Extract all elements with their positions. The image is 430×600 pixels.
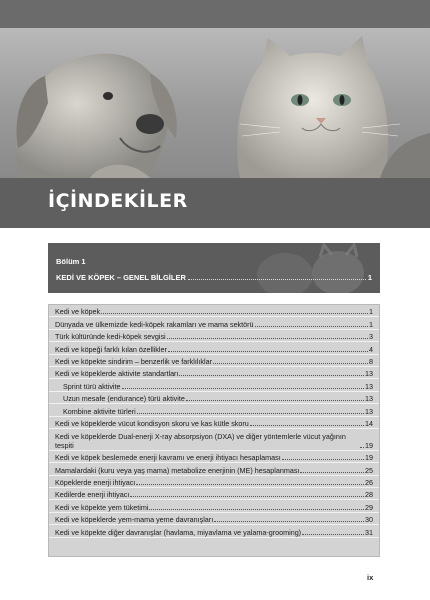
toc-entry-text: Kedi ve köpeklerde aktivite standartları (55, 369, 179, 379)
toc-entry[interactable] (49, 367, 379, 379)
dot-leader (136, 481, 364, 485)
toc-entry-page: 19 (365, 440, 373, 450)
toc-entry[interactable] (49, 355, 379, 367)
dot-leader (122, 385, 364, 389)
toc-entry-page: 8 (369, 356, 373, 366)
toc-entry-text: Köpeklerde enerji ihtiyacı (55, 478, 136, 488)
toc-entry[interactable] (49, 513, 379, 525)
toc-entry-text: Kedi ve köpeklerde vücut kondisyon skoru ve kas kütle skoru (55, 418, 249, 428)
dot-leader (282, 456, 364, 460)
dog-figure (16, 54, 177, 178)
toc-entry-page: 28 (365, 490, 373, 500)
toc-entry-page: 25 (365, 465, 373, 475)
toc-entry-text: Kedi ve köpekte sindirim – benzerlik ve farklılıklar (55, 356, 212, 366)
dot-leader (168, 348, 368, 352)
chapter-entry[interactable] (56, 273, 372, 282)
toc-entry-page: 13 (365, 394, 373, 404)
toc-entry-page: 13 (365, 406, 373, 416)
toc-entry-page: 4 (369, 344, 373, 354)
toc-subentry[interactable] (49, 392, 379, 404)
toc-entry-text: Dünyada ve ülkemizde kedi-köpek rakamları ve mama sektörü (55, 319, 254, 329)
toc-entry-page: 1 (369, 319, 373, 329)
dot-leader (302, 531, 364, 535)
toc-entry-text: Sprint türü aktivite (63, 381, 121, 391)
toc-entry-page: 3 (369, 332, 373, 342)
toc-entry-text: Kedi ve köpekte diğer davranışlar (havlama, miyavlama ve yalama-grooming) (55, 527, 302, 537)
toc-entry[interactable] (49, 463, 379, 475)
toc-subentry[interactable] (49, 379, 379, 391)
dot-leader (130, 493, 364, 497)
dot-leader (186, 397, 364, 401)
dot-leader (255, 323, 368, 327)
toc-entry-page: 13 (365, 369, 373, 379)
page-title: İÇİNDEKİLER (48, 190, 188, 212)
dot-leader (188, 273, 366, 280)
toc-entry-text: Kedilerde enerji ihtiyacı (55, 490, 130, 500)
top-strip (0, 0, 430, 28)
toc-entry-page: 1 (369, 307, 373, 317)
dot-leader (250, 422, 364, 426)
toc-entry-page: 19 (365, 453, 373, 463)
toc-entry[interactable] (49, 429, 379, 451)
toc-entry[interactable] (49, 330, 379, 342)
cat-figure (237, 36, 400, 178)
title-band (0, 178, 430, 228)
toc-entry-text: Kedi ve köpeği farklı kılan özellikler (55, 344, 167, 354)
hero-illustration-dog-and-cat (0, 28, 430, 178)
toc-entry[interactable] (49, 476, 379, 488)
toc-entry-text: Kedi ve köpekte yem tüketimi (55, 502, 149, 512)
toc-entry[interactable] (49, 317, 379, 329)
dot-leader (300, 469, 364, 473)
toc-entry[interactable] (49, 500, 379, 512)
toc-entry-page: 29 (365, 502, 373, 512)
toc-entry-text: Kombine aktivite türleri (63, 406, 136, 416)
chapter-header (48, 243, 380, 293)
toc-list (48, 304, 380, 557)
dot-leader (167, 335, 368, 339)
dot-leader (101, 310, 368, 314)
toc-entry-text: Mamalardaki (kuru veya yaş mama) metabolize enerjinin (ME) hesaplanması (55, 465, 300, 475)
toc-entry-text: Kedi ve köpeklerde Dual-enerji X-ray absorpsiyon (DXA) ve diğer yöntemlerle vücut yağının tespiti (55, 431, 346, 450)
dot-leader (179, 372, 364, 376)
toc-subentry[interactable] (49, 404, 379, 416)
toc-entry-text: Kedi ve köpek (55, 307, 101, 317)
chapter-header-illustration (230, 243, 380, 293)
chapter-page: 1 (367, 273, 372, 282)
toc-entry[interactable] (49, 525, 379, 537)
toc-entry-page: 26 (365, 478, 373, 488)
dot-leader (137, 410, 364, 414)
toc-entry-page: 31 (365, 527, 373, 537)
chapter-title: KEDİ VE KÖPEK – GENEL BİLGİLER (56, 273, 186, 282)
toc-entry[interactable] (49, 451, 379, 463)
dot-leader (149, 506, 364, 510)
toc-entry[interactable] (49, 417, 379, 429)
toc-entry-text: Kedi ve köpeklerde yem-mama yeme davranışları (55, 515, 214, 525)
toc-entry-text: Uzun mesafe (endurance) türü aktivite (63, 394, 185, 404)
toc-entry-text: Türk kültüründe kedi-köpek sevgisi (55, 332, 166, 342)
toc-entry-page: 13 (365, 381, 373, 391)
dot-leader (214, 518, 364, 522)
toc-entry-page: 30 (365, 515, 373, 525)
toc-entry[interactable] (49, 305, 379, 317)
toc-entry[interactable] (49, 342, 379, 354)
chapter-number: Bölüm 1 (56, 257, 86, 266)
toc-entry-page: 14 (365, 418, 373, 428)
dot-leader (213, 360, 368, 364)
toc-entry[interactable] (49, 488, 379, 500)
dot-leader (360, 444, 364, 448)
toc-entry-text: Kedi ve köpek beslemede enerji kavramı ve enerji ihtiyacı hesaplaması (55, 453, 281, 463)
page-number: ix (367, 573, 374, 582)
